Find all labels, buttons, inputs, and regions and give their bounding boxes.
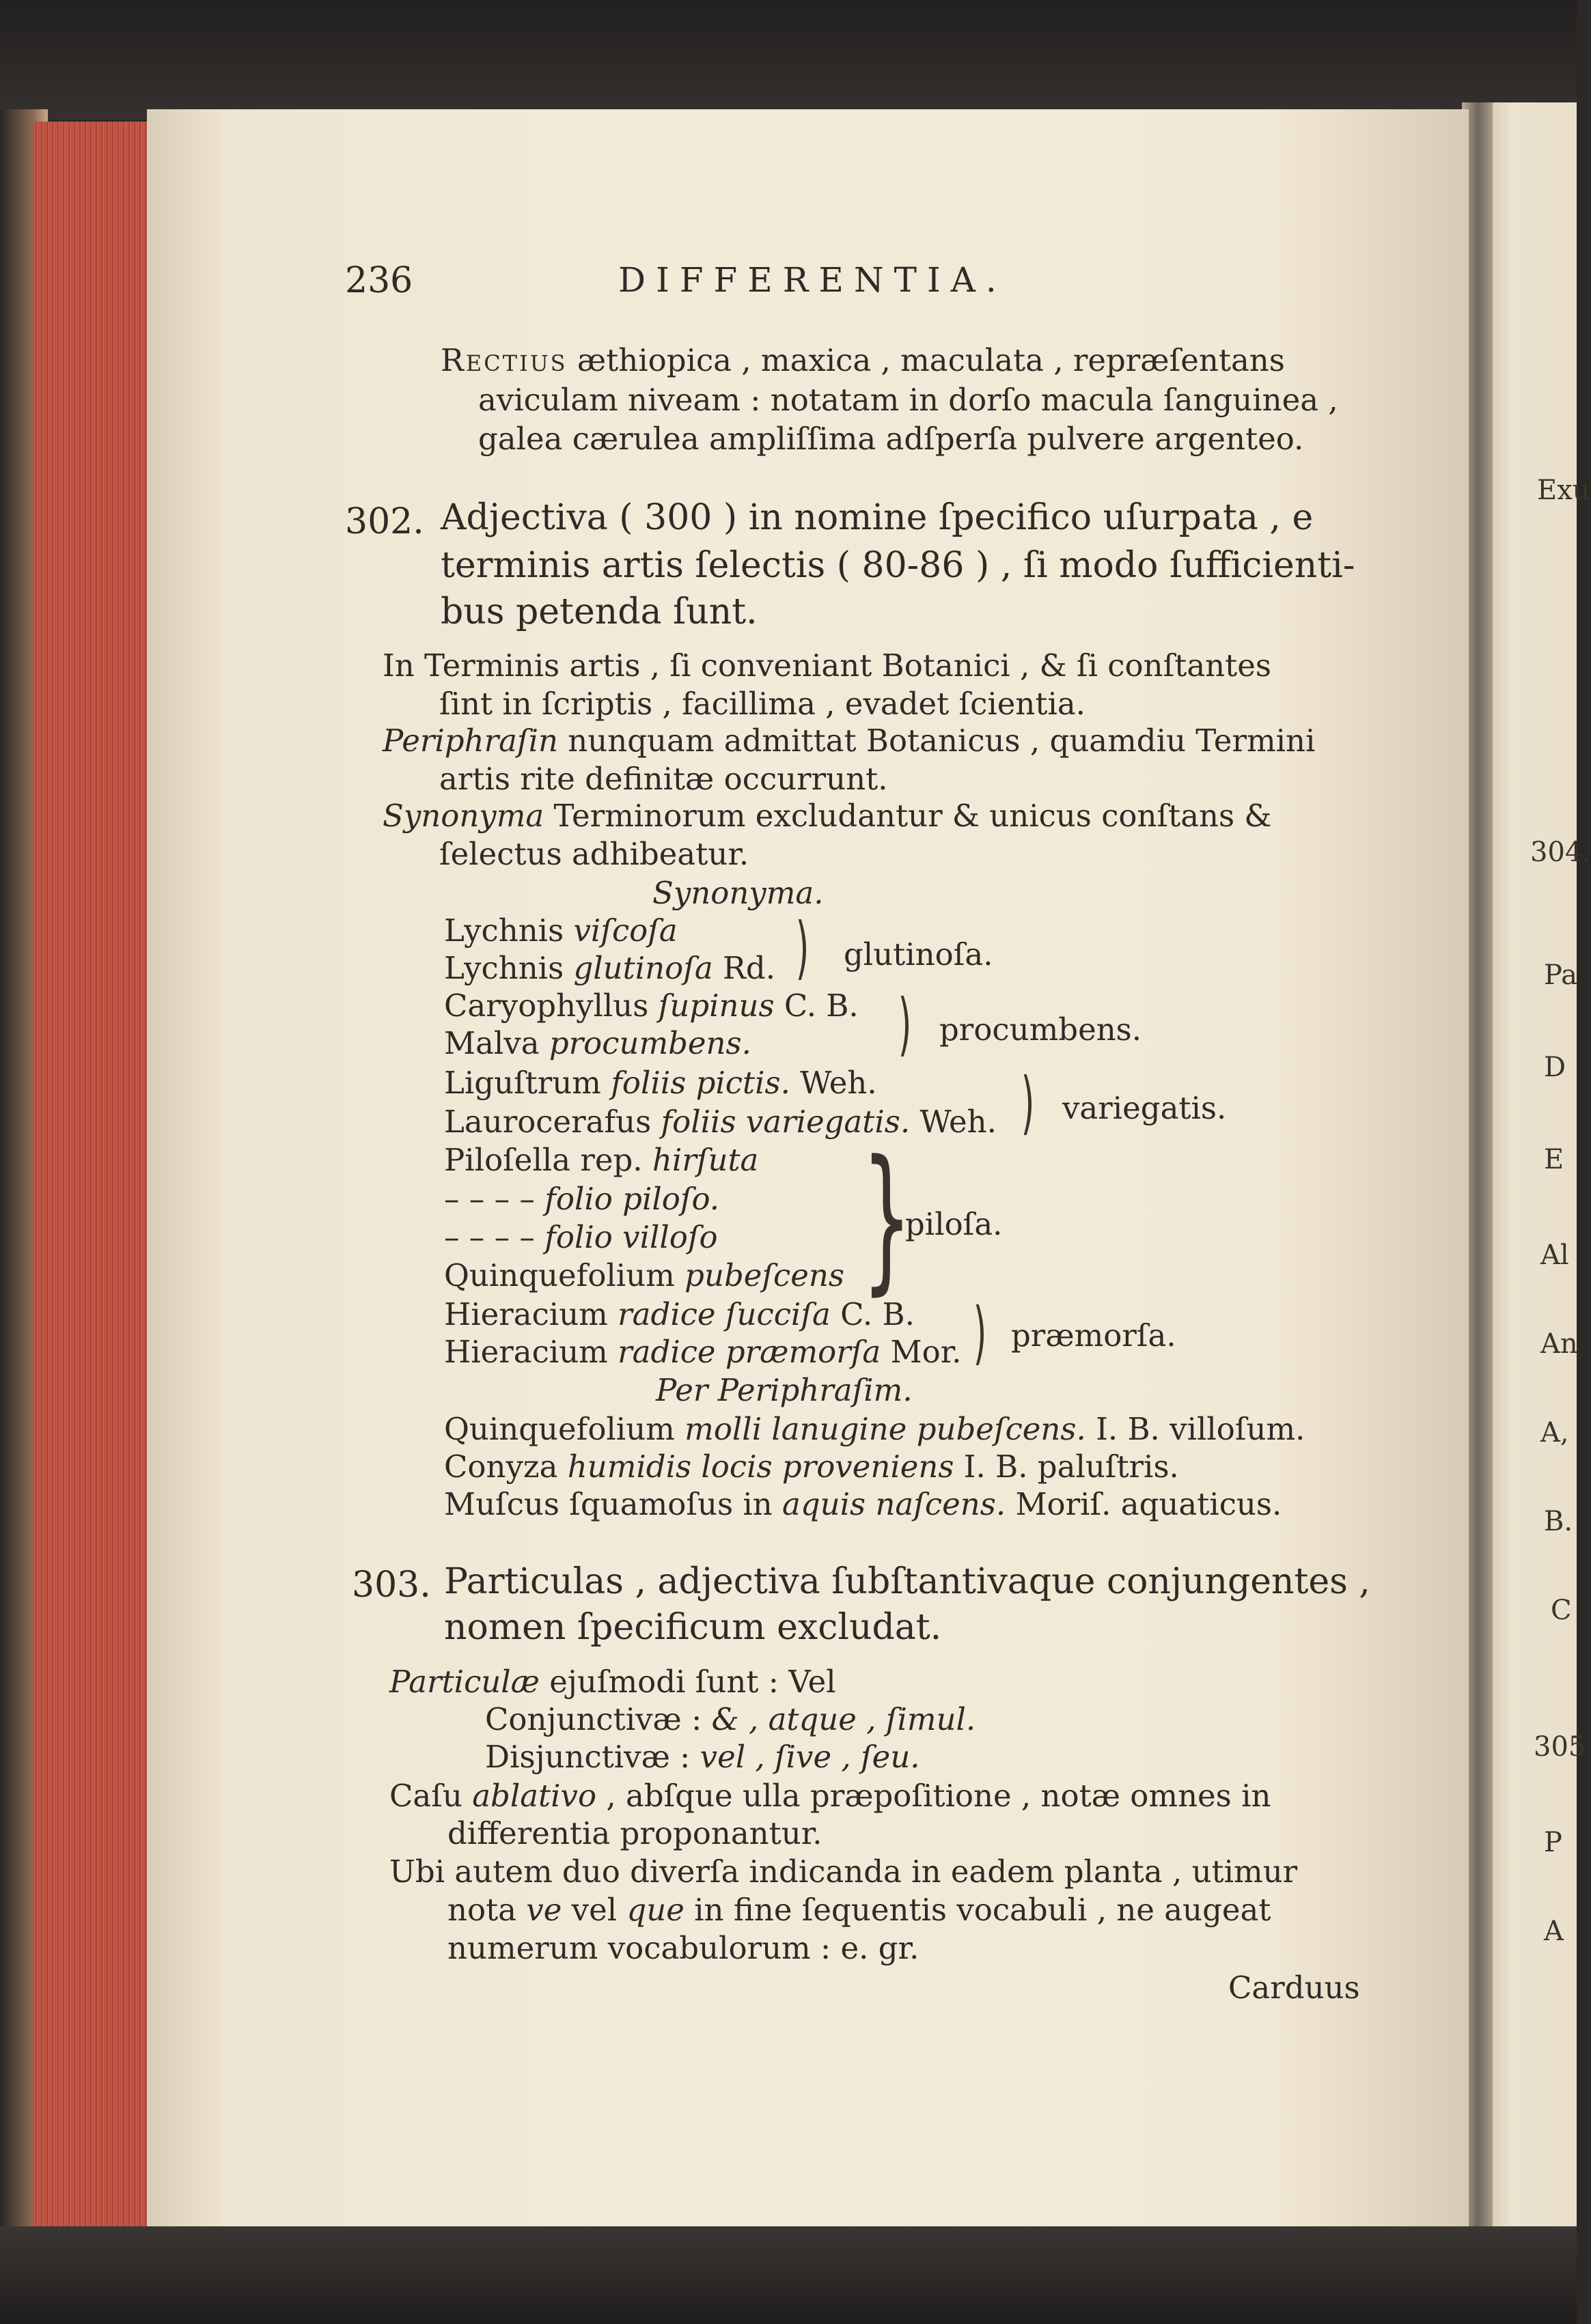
epithet: aquis naſcens. [782,1486,1006,1522]
text: nota [447,1892,527,1928]
author: Rd. [713,950,775,986]
epithet: radice ſucciſa [618,1296,831,1332]
facing-page [1482,102,1591,2240]
red-page-edges [33,122,154,2239]
example-line [444,1104,997,1140]
italic-term: ablativo [472,1778,597,1814]
group-label: præmorſa. [1011,1317,1176,1354]
genus: Muſcus ſquamoſus in [444,1486,783,1522]
curly-brace-icon: } [861,1128,912,1310]
author: C. B. [830,1296,915,1332]
author: I. B. villoſum. [1085,1411,1305,1447]
text: , abſque ulla præpoſitione , notæ omnes in [596,1778,1271,1814]
book-page [147,109,1469,2237]
p302-3-line-1 [383,798,1272,834]
epithet: glutinoſa [573,950,713,986]
italic-term: & , atque , ſimul. [711,1701,976,1737]
bracket-icon: ) [795,908,810,988]
intro-text: æthiopica , maxica , maculata , repræſentans [567,342,1285,378]
genus: Lychnis [444,950,574,986]
italic-term: Particulæ [389,1664,540,1700]
genus: Laurocerafus [444,1104,661,1140]
cover-top [0,0,1577,120]
example-line [444,1181,720,1217]
p303-ubi-1: Ubi autem duo diverſa indicanda in eadem planta , utimur [389,1853,1298,1890]
cover-bottom [0,2226,1577,2324]
example-line [444,1448,1179,1485]
author: Moriſ. aquaticus. [1006,1486,1282,1522]
smallcaps-word: Rectius [441,342,568,378]
facing-fragment: 304. [1530,837,1591,868]
p303-1 [389,1664,836,1700]
rule-303-line-1: Particulas , adjectiva ſubſtantivaque conjungentes , [444,1561,1370,1602]
group-label: variegatis. [1062,1090,1227,1126]
genus: Hieracium [444,1296,618,1332]
p302-3-line-2: ſelectus adhibeatur. [439,836,749,872]
genus: Liguſtrum [444,1065,611,1101]
p303-conj [485,1701,976,1737]
group-label: piloſa. [905,1206,1003,1242]
rule-302-line-2: terminis artis ſelectis ( 80-86 ) , ſi modo ſufficienti- [441,545,1355,586]
facing-fragment: D [1544,1052,1566,1083]
p303-ubi-3: numerum vocabulorum : e. gr. [447,1930,919,1966]
epithet: foliis variegatis. [661,1104,911,1140]
text: Conjunctivæ : [485,1701,712,1737]
example-line [444,988,859,1024]
example-line [444,912,678,949]
genus: Conyza [444,1448,568,1485]
example-line [444,1486,1282,1522]
facing-fragment: E [1544,1144,1564,1175]
p303-ubi-2 [447,1892,1271,1928]
group-label: procumbens. [939,1011,1142,1048]
synonyma-heading: Synonyma. [652,875,824,911]
p302-2-line-2: artis rite definitæ occurrunt. [439,761,888,797]
running-title: DIFFERENTIA. [618,260,1007,300]
author: Weh. [790,1065,877,1101]
genus: Quinquefolium [444,1257,685,1293]
genus: – – – – [444,1181,545,1217]
example-line [444,1296,915,1332]
p303-casu-2: differentia proponantur. [447,1815,822,1851]
italic-term: que [626,1892,684,1928]
italic-term: vel , ſive , ſeu. [700,1739,920,1775]
epithet: ſupinus [658,988,775,1024]
p303-disj [485,1739,920,1775]
epithet: viſcoſa [573,912,678,949]
genus: Hieracium [444,1334,618,1370]
text: in fine ſequentis vocabuli , ne augeat [684,1892,1271,1928]
genus: Quinquefolium [444,1411,685,1447]
rule-302-line-1: Adjectiva ( 300 ) in nomine ſpecifico uſurpata , e [441,497,1314,538]
text: Caſu [389,1778,473,1814]
facing-fragment: A, [1540,1417,1569,1448]
section-number-303: 303. [352,1565,431,1606]
text: nunquam admittat Botanicus , quamdiu Termini [557,723,1316,759]
facing-fragment: A [1544,1916,1564,1947]
intro-line-3: galea cærulea ampliſſima adſperſa pulvere argenteo. [478,421,1304,457]
example-line [444,1025,751,1061]
example-line [444,1411,1305,1447]
facing-fragment: Pa [1544,960,1577,991]
catchword: Carduus [1228,1970,1360,2006]
facing-fragment: 305 [1534,1731,1586,1763]
genus: Caryophyllus [444,988,659,1024]
epithet: procumbens. [549,1025,751,1061]
page-number: 236 [345,260,413,301]
text: Disjunctivæ : [485,1739,700,1775]
epithet: foliis pictis. [611,1065,790,1101]
epithet: molli lanugine pubeſcens. [684,1411,1086,1447]
intro-line-1 [441,342,1285,378]
example-line [444,1257,844,1293]
p302-1-line-1: In Terminis artis , ſi conveniant Botanici , & ſi conſtantes [383,647,1271,684]
example-line [444,1334,962,1370]
intro-line-2: aviculam niveam : notatam in dorſo macula ſanguinea , [478,382,1338,418]
author: Mor. [881,1334,962,1370]
epithet: radice præmorſa [618,1334,881,1370]
genus: Lychnis [444,912,574,949]
group-label: glutinoſa. [844,936,993,972]
example-line [444,1065,877,1101]
rule-302-line-3: bus petenda ſunt. [441,591,758,632]
example-line [444,1219,718,1255]
periphrasim-heading: Per Periphraſim. [656,1372,913,1408]
author: C. B. [774,988,859,1024]
bracket-icon: ) [973,1293,987,1373]
text: Terminorum excludantur & unicus conſtans & [544,798,1272,834]
italic-term: ve [526,1892,562,1928]
epithet: folio piloſo. [544,1181,720,1217]
facing-fragment: C [1551,1595,1572,1626]
genus: Malva [444,1025,549,1061]
epithet: pubeſcens [684,1257,844,1293]
text: vel [562,1892,627,1928]
text: ejuſmodi ſunt : Vel [539,1664,836,1700]
p302-1-line-2: ſint in ſcriptis , facillima , evadet ſcientia. [439,686,1085,722]
genus: Piloſella rep. [444,1142,652,1178]
facing-fragment: Al [1540,1240,1569,1271]
author: I. B. paluſtris. [954,1448,1179,1485]
facing-fragment: B. [1544,1506,1573,1537]
section-number-302: 302. [345,501,424,542]
facing-fragment: P [1544,1827,1562,1858]
example-line [444,950,775,986]
example-line [444,1142,759,1178]
author: Weh. [910,1104,997,1140]
bracket-icon: ) [898,984,912,1064]
epithet: hirſuta [652,1142,759,1178]
p302-2-line-1 [383,723,1316,759]
epithet: humidis locis proveniens [567,1448,954,1485]
genus: – – – – [444,1219,545,1255]
facing-fragment: An [1540,1328,1578,1360]
facing-fragment: Exu [1537,475,1590,506]
epithet: folio villoſo [544,1219,718,1255]
p303-casu-1 [389,1778,1271,1814]
italic-term: Periphraſin [383,723,558,759]
italic-term: Synonyma [383,798,544,834]
bracket-icon: ) [1021,1063,1035,1143]
rule-303-line-2: nomen ſpecificum excludat. [444,1607,942,1648]
